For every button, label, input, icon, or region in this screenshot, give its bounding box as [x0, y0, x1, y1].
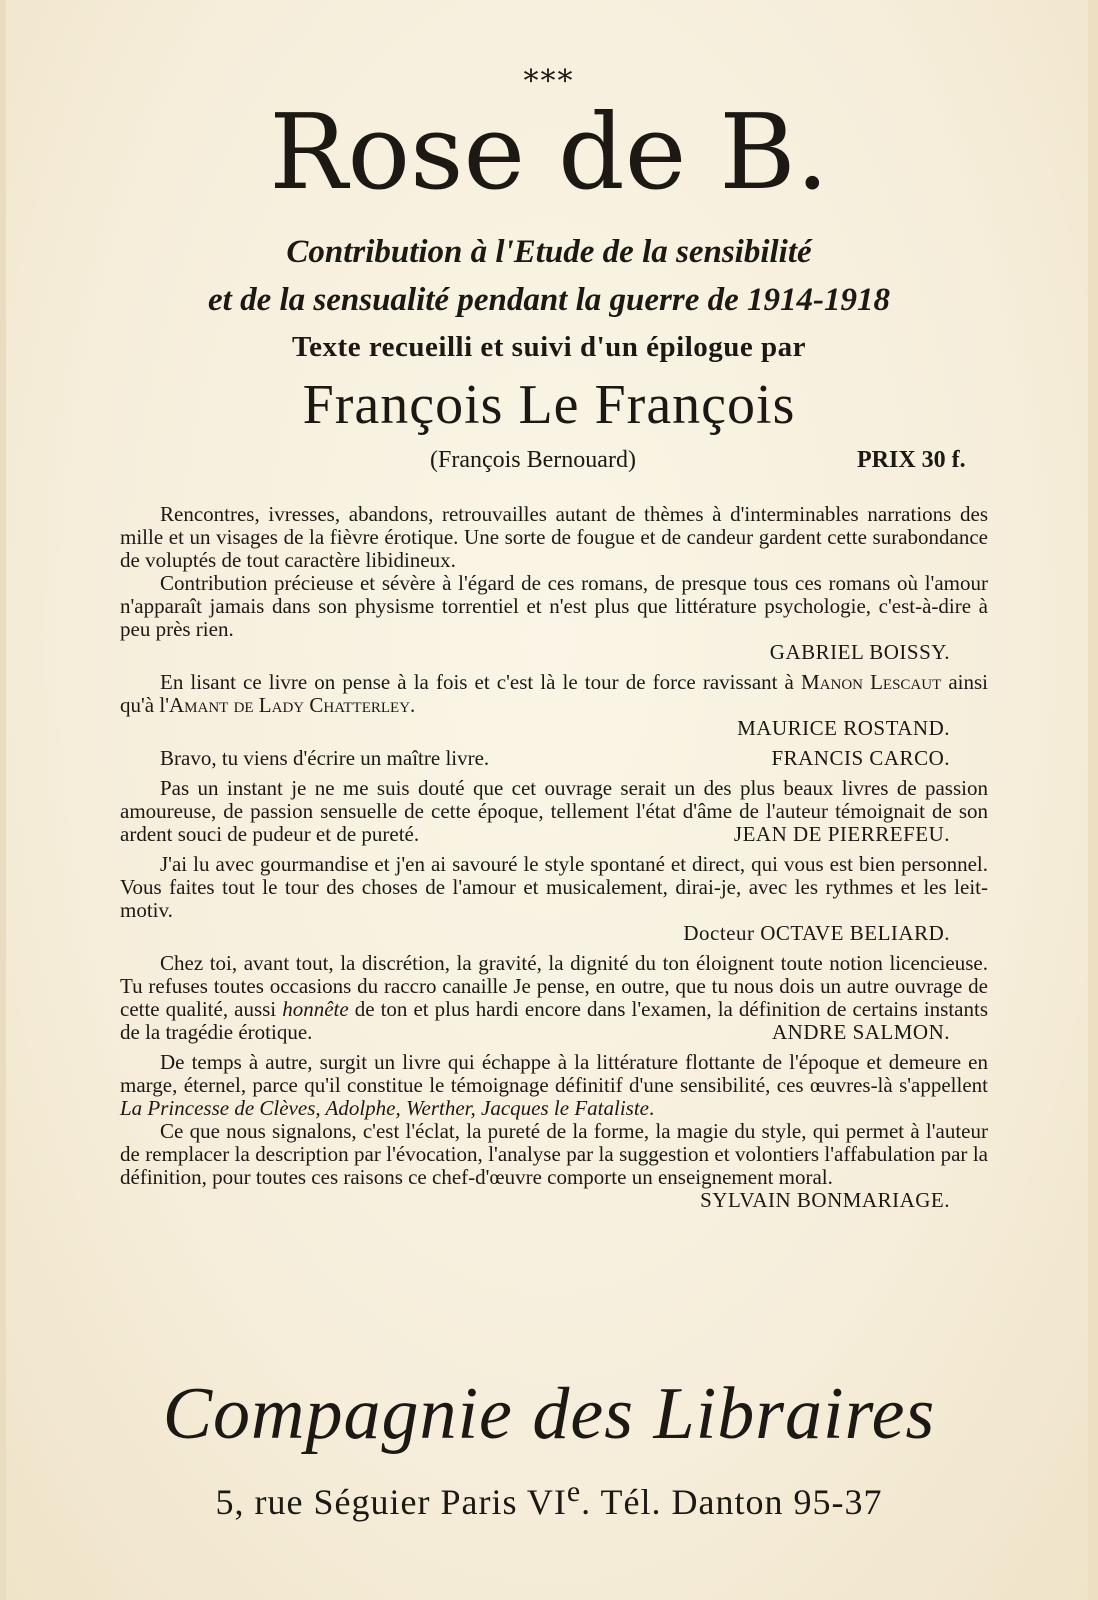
review-paragraph: FRANCIS CARCO. Bravo, tu viens d'écrire un maître livre. — [120, 747, 988, 770]
subtitle-line-1: Contribution à l'Etude de la sensibilité — [286, 234, 812, 270]
work-titles: La Princesse de Clèves, Adolphe, Werther, Jacques le Fataliste — [120, 1096, 649, 1120]
review-paragraph: Pas un instant je ne me suis douté que cet ouvrage serait un des plus beaux livres de passion amoureuse, de passion sensuelle de cette époque, tellement l'état d'âme de l'auteur témoignait de son ardent souci de pudeur et de pureté. JEAN DE PIERREFEU. — [120, 776, 988, 846]
book-title: Rose de B. — [269, 91, 829, 213]
review-signature: GABRIEL BOISSY. — [769, 640, 950, 664]
author-name: François Le François — [302, 374, 796, 436]
review-signature: FRANCIS CARCO. — [771, 746, 950, 770]
review-paragraph: De temps à autre, surgit un livre qui échappe à la littérature flottante de l'époque et demeure en marge, éternel, parce qu'il constitue le témoignage définitif d'une sensibilité, ces œuvres-là s'appellent La Princesse de Clèves, Adolphe, Werther, Jacques le Fataliste. — [120, 1050, 988, 1120]
work-title: Manon Lescaut — [800, 670, 942, 694]
review-paragraph: Rencontres, ivresses, abandons, retrouvailles autant de thèmes à d'interminables narrations des mille et un visages de la fièvre érotique. Une sorte de fougue et de candeur gardent cette surabondance de voluptés de tout caractère libidineux. — [120, 502, 988, 572]
review-paragraph: Ce que nous signalons, c'est l'éclat, la pureté de la forme, la magie du style, qui permet à l'auteur de remplacer la description par l'évocation, l'analyse par la suggestion et volontiers l'affabulation par la définition, pour toutes ces raisons ce chef-d'œuvre comporte un enseignement moral. SYLVAIN BONMARIAGE. — [120, 1119, 988, 1212]
review-paragraph: J'ai lu avec gourmandise et j'en ai savouré le style spontané et direct, qui vous est bien personnel. Vous faites tout le tour des choses de l'amour et musicalement, dirai-je, avec les rythmes et les leit-motiv. — [120, 852, 988, 922]
price: PRIX 30 f. — [857, 447, 966, 473]
subtitle-line-2: et de la sensualité pendant la guerre de 1914-1918 — [208, 282, 890, 318]
review-signature: ANDRE SALMON. — [771, 1020, 950, 1044]
review-paragraph: Chez toi, avant tout, la discrétion, la gravité, la dignité du ton éloignent toute notion licencieuse. Tu refuses toutes occasions du raccro canaille Je pense, en outre, que tu nous dois un autre ouvrage de cette qualité, aussi honnête de ton et plus hardi encore dans l'examen, la définition de certains instants de la tragédie érotique. ANDRE SALMON. — [120, 951, 988, 1044]
reviews-section — [120, 503, 988, 1212]
review-paragraph: En lisant ce livre on pense à la fois et c'est là le tour de force ravissant à Manon Lescaut ainsi qu'à l'Amant de Lady Chatterley. — [120, 670, 989, 717]
review-signature: MAURICE ROSTAND. — [737, 716, 950, 740]
author-pseudonym: (François Bernouard) — [430, 447, 636, 473]
review-signature: JEAN DE PIERREFEU. — [733, 822, 950, 846]
emphasis: honnête — [282, 997, 349, 1021]
compiled-by: Texte recueilli et suivi d'un épilogue par — [291, 331, 806, 363]
review-signature: Docteur OCTAVE BELIARD. — [683, 921, 950, 945]
review-paragraph: Contribution précieuse et sévère à l'égard de ces romans, de presque tous ces romans où l'amour n'apparaît jamais dans son physisme torrentiel et n'est plus que littérature psychologie, c'est-à-dire à peu près rien. — [120, 571, 988, 641]
asterism: *** — [523, 64, 575, 99]
review-signature: SYLVAIN BONMARIAGE. — [700, 1188, 950, 1212]
publisher-address: 5, rue Séguier Paris VIe. Tél. Danton 95-37 — [215, 1475, 883, 1522]
work-title: Amant de Lady Chatterley — [168, 693, 411, 717]
publisher-name: Compagnie des Libraires — [162, 1373, 936, 1455]
